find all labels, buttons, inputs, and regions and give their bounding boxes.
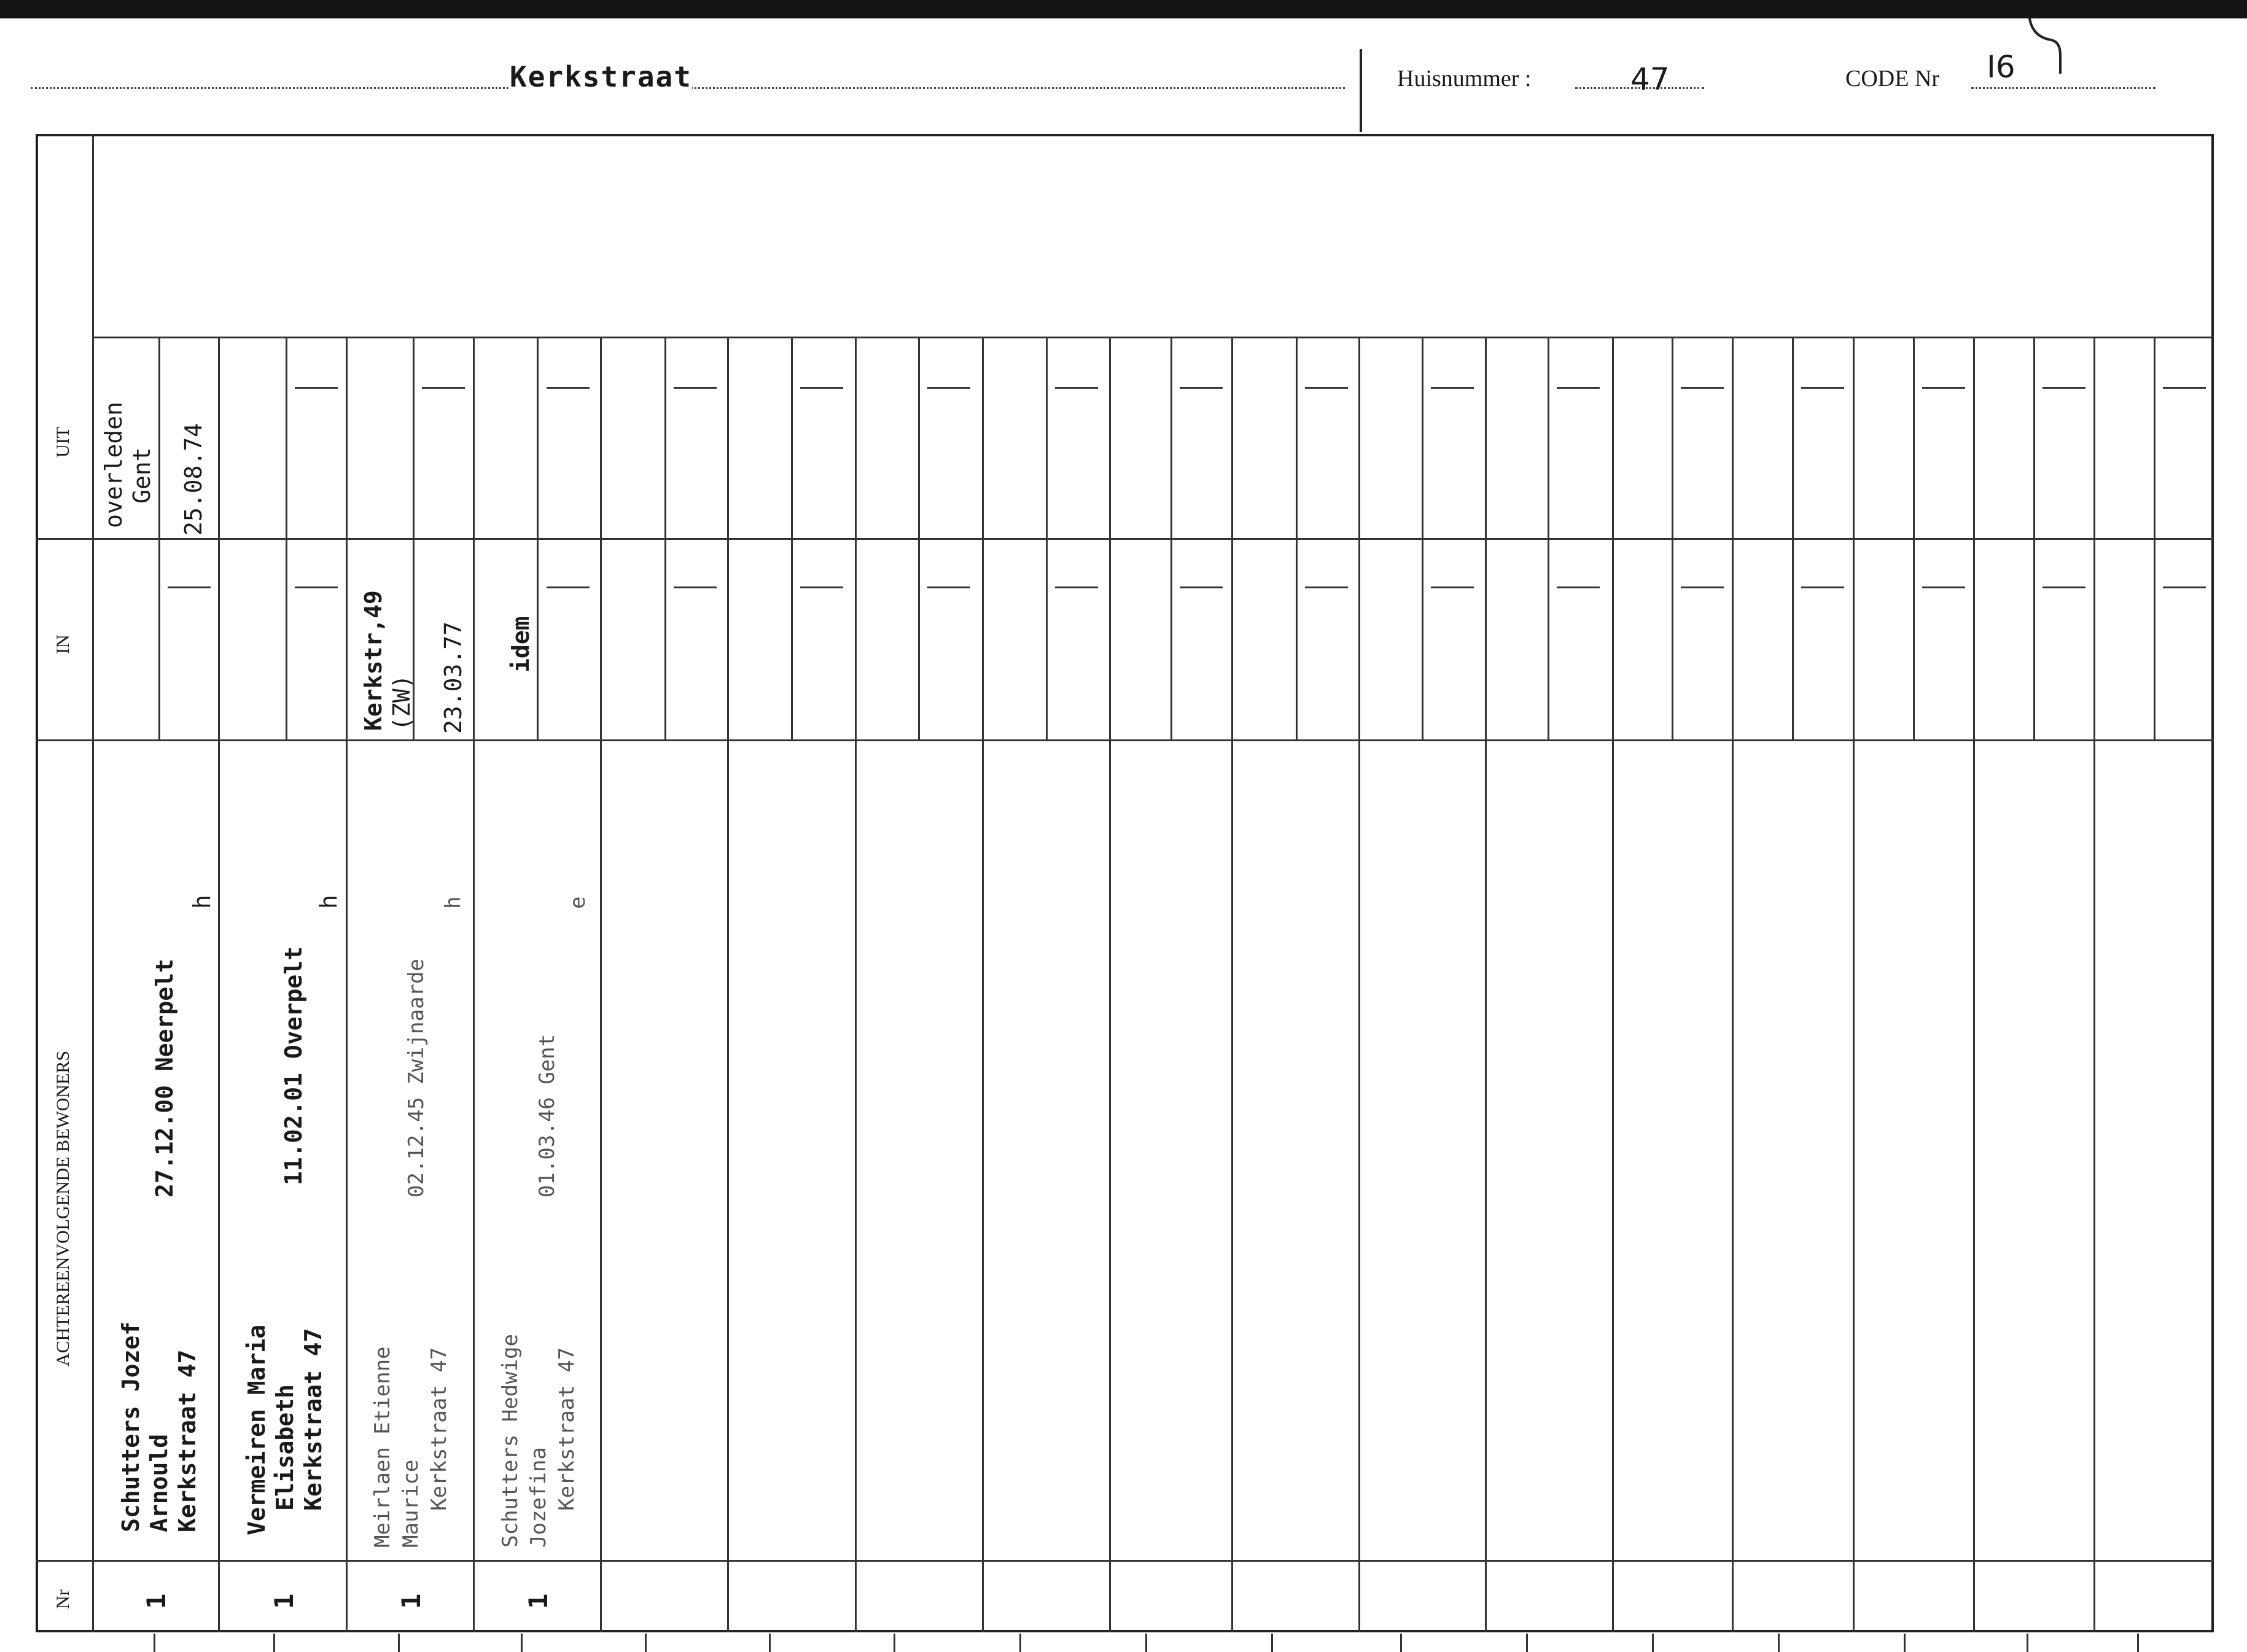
column-divider [218, 337, 220, 1632]
bottom-tick [894, 1634, 895, 1652]
sub-column-divider [664, 337, 666, 739]
empty-cell-dash [1055, 586, 1098, 588]
column-divider [600, 337, 602, 1632]
resident-1-birth: 27.12.00 Neerpelt [151, 959, 178, 1198]
column-divider [346, 337, 348, 1632]
sub-column-divider [918, 337, 920, 739]
huisnummer-label: Huisnummer : [1397, 66, 1532, 92]
resident-1-uit-place: overleden Gent [100, 402, 155, 528]
bottom-tick [769, 1634, 771, 1652]
column-divider [982, 337, 984, 1632]
column-divider [1231, 337, 1233, 1632]
sub-column-divider [1422, 337, 1423, 739]
bewoners-nr-divider [36, 1560, 2214, 1562]
bottom-tick [2137, 1634, 2139, 1652]
header-separator [1360, 49, 1362, 132]
resident-3-birth: 02.12.45 Zwijnaarde [404, 959, 429, 1198]
empty-cell-dash [1681, 387, 1724, 389]
code-label: CODE Nr [1845, 66, 1940, 92]
empty-cell-dash [927, 387, 970, 389]
empty-cell-dash [1180, 586, 1223, 588]
bottom-tick [154, 1634, 155, 1652]
huisnummer-value: 47 [1630, 61, 1670, 97]
resident-1-nr: 1 [141, 1593, 171, 1609]
bottom-tick [273, 1634, 275, 1652]
sub-column-divider [537, 337, 539, 739]
resident-2-nr: 1 [269, 1593, 299, 1609]
sub-column-divider [1672, 337, 1673, 739]
resident-1-name: Schutters Jozef Arnould Kerkstraat 47 [117, 1321, 201, 1532]
empty-cell-dash [547, 387, 590, 389]
empty-cell-dash [295, 387, 338, 389]
empty-cell-dash [1055, 387, 1098, 389]
resident-3-in-date: 23.03.77 [440, 621, 467, 734]
empty-cell-dash [1557, 387, 1600, 389]
sub-column-divider [1046, 337, 1048, 739]
sub-column-divider [1170, 337, 1172, 739]
code-value: I6 [1987, 49, 2015, 85]
empty-cell-dash [2043, 387, 2085, 389]
resident-4-birth: 01.03.46 Gent [535, 1034, 559, 1198]
empty-cell-dash [1431, 387, 1474, 389]
bewoners-label: ACHTEREENVOLGENDE BEWONERS [53, 1050, 73, 1366]
resident-3-name: Meirlaen Etienne Maurice Kerkstraat 47 [370, 1346, 451, 1548]
sub-column-divider [1548, 337, 1549, 739]
resident-3-mark: h [441, 896, 465, 909]
resident-2-mark: h [315, 895, 342, 909]
bottom-tick [521, 1634, 523, 1652]
empty-cell-dash [422, 387, 465, 389]
in-label: IN [53, 634, 73, 654]
empty-cell-dash [1681, 586, 1724, 588]
scan-top-edge [0, 0, 2247, 18]
empty-cell-dash [1801, 586, 1844, 588]
column-divider [1612, 337, 1614, 1632]
street-name: Kerkstraat [510, 60, 692, 93]
resident-4-mark: e [566, 896, 590, 909]
sub-column-divider [791, 337, 793, 739]
bottom-tick [1271, 1634, 1273, 1652]
bottom-tick [1526, 1634, 1528, 1652]
bottom-tick [2027, 1634, 2028, 1652]
sub-column-divider [1296, 337, 1298, 739]
resident-2-birth: 11.02.01 Overpelt [280, 946, 307, 1185]
resident-1-uit-date: 25.08.74 [180, 423, 207, 536]
column-divider [1485, 337, 1487, 1632]
empty-cell-dash [168, 586, 211, 588]
sub-column-divider [1913, 337, 1915, 739]
column-divider [473, 337, 475, 1632]
sub-column-divider [158, 337, 160, 739]
resident-4-name: Schutters Hedwige Jozefina Kerkstraat 47 [498, 1334, 579, 1548]
empty-cell-dash [800, 387, 843, 389]
empty-cell-dash [1557, 586, 1600, 588]
bottom-tick [1019, 1634, 1021, 1652]
column-divider [727, 337, 729, 1632]
empty-cell-dash [2163, 387, 2206, 389]
bottom-tick [1652, 1634, 1654, 1652]
resident-2-name: Vermeiren Maria Elisabeth Kerkstraat 47 [243, 1324, 327, 1535]
bottom-tick [645, 1634, 647, 1652]
resident-3-nr: 1 [396, 1593, 426, 1609]
label-column-divider [92, 134, 94, 1632]
uit-row-top [92, 337, 2214, 338]
column-divider [1109, 337, 1111, 1632]
empty-cell-dash [674, 387, 717, 389]
empty-cell-dash [1180, 387, 1223, 389]
empty-cell-dash [674, 586, 717, 588]
handwritten-hook-mark [2027, 12, 2076, 80]
resident-4-in-place: idem [507, 616, 534, 672]
column-divider [855, 337, 857, 1632]
empty-cell-dash [2043, 586, 2085, 588]
bottom-tick [398, 1634, 400, 1652]
column-divider [1732, 337, 1734, 1632]
empty-cell-dash [927, 586, 970, 588]
column-divider [1358, 337, 1360, 1632]
code-dotted-line [1971, 87, 2155, 89]
sub-column-divider [2033, 337, 2035, 739]
empty-cell-dash [295, 586, 338, 588]
resident-4-nr: 1 [523, 1593, 553, 1609]
bottom-tick [1904, 1634, 1906, 1652]
sub-column-divider [1792, 337, 1794, 739]
empty-cell-dash [2163, 586, 2206, 588]
bottom-tick [1145, 1634, 1147, 1652]
register-table [36, 134, 2214, 1632]
empty-cell-dash [1922, 586, 1965, 588]
empty-cell-dash [1305, 586, 1348, 588]
column-divider [2093, 337, 2095, 1632]
uit-in-divider [36, 538, 2214, 540]
bottom-tick [1400, 1634, 1402, 1652]
resident-3-in-place: Kerkstr,49 (ZW) [360, 590, 415, 731]
column-divider [1973, 337, 1975, 1632]
bottom-tick [1778, 1634, 1780, 1652]
empty-cell-dash [1922, 387, 1965, 389]
sub-column-divider [2154, 337, 2155, 739]
empty-cell-dash [1801, 387, 1844, 389]
resident-1-mark: h [189, 895, 216, 909]
nr-label: Nr [53, 1589, 73, 1609]
uit-label: UIT [53, 427, 73, 458]
sub-column-divider [286, 337, 287, 739]
column-divider [1853, 337, 1855, 1632]
empty-cell-dash [800, 586, 843, 588]
empty-cell-dash [547, 586, 590, 588]
empty-cell-dash [1431, 586, 1474, 588]
empty-cell-dash [1305, 387, 1348, 389]
in-bewoners-divider [36, 739, 2214, 741]
